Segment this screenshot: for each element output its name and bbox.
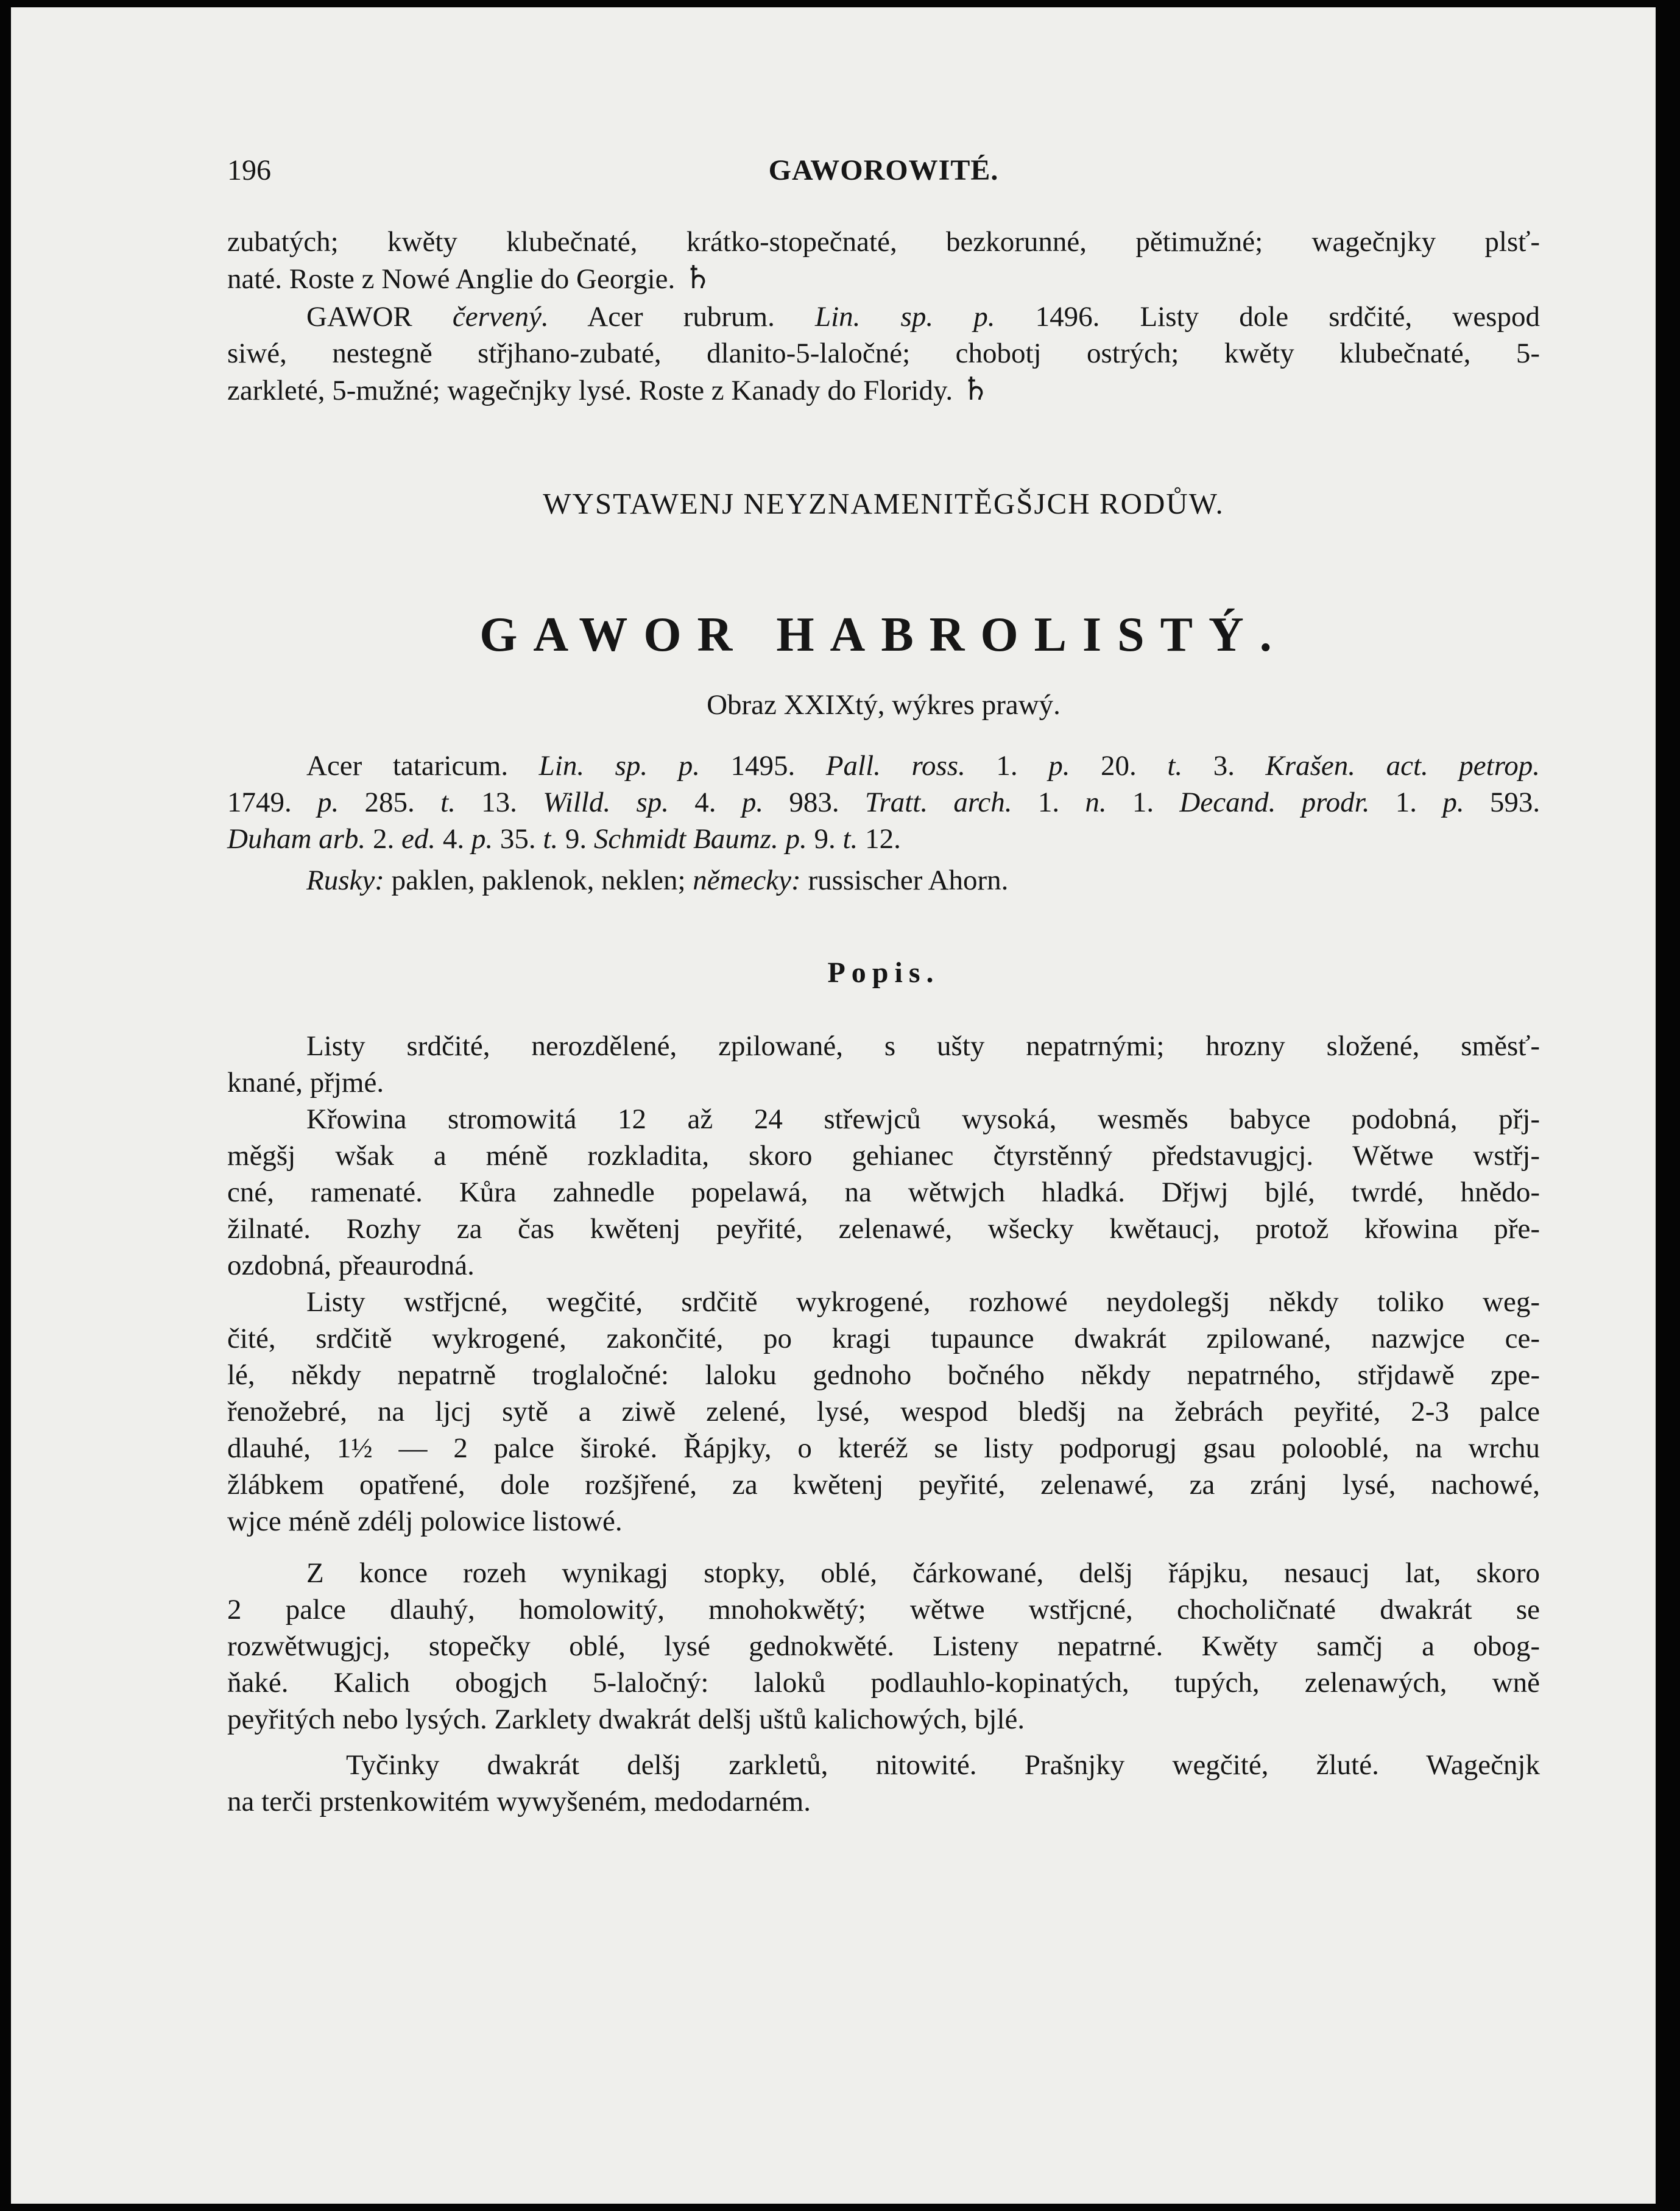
paragraph-1-line-2: knané, přjmé.: [227, 1067, 384, 1098]
paragraph-2-line-2: měgšj wšak a méně rozkladita, skoro gehianec čtyrstěnný představugjcj. Wětwe wstřj-: [227, 1140, 1540, 1172]
rusky-names: paklen, paklenok, neklen;: [391, 865, 686, 896]
ref-line-3: Duham arb. 2. ed. 4. p. 35. t. 9. Schmidt Baumz. p. 9. t. 12.: [227, 823, 901, 855]
paragraph-2-line-3: cné, ramenaté. Kůra zahnedle popelawá, na wětwjch hladká. Dřjwj bjlé, twrdé, hnědo-: [227, 1176, 1540, 1208]
running-head: GAWOROWITÉ.: [768, 154, 999, 186]
paragraph-3-line-4: řenožebré, na ljcj sytě a ziwě zelené, lysé, wespod bledšj na žebrách peyřité, 2-3 palce: [227, 1396, 1540, 1427]
rubrum-line-1: [227, 299, 1540, 335]
rubrum-latin: Acer rubrum.: [587, 301, 775, 333]
paragraph-4-line-1: Z konce rozeh wynikagj stopky, oblé, čárkowané, delšj řápjku, nesaucj lat, skoro: [306, 1557, 1540, 1589]
ref-citation-italic: t.: [842, 823, 858, 855]
paragraph-3-line-7: wjce méně zdélj polowice listowé.: [227, 1505, 623, 1537]
paragraph-3-line-6: žlábkem opatřené, dole rozšjřené, za kwětenj peyřité, zelenawé, za zránj lysé, nachowé,: [227, 1469, 1540, 1501]
intro-line-2-text: naté. Roste z Nowé Anglie do Georgie.: [227, 263, 676, 295]
rubrum-ref-num: 1496.: [1035, 301, 1100, 333]
ref-citation-italic: Willd. sp.: [543, 787, 669, 818]
ref-citation-italic: p.: [741, 787, 764, 818]
paragraph-5-line-1: Tyčinky dwakrát delšj zarkletů, nitowité. Prašnjky wegčité, žluté. Wagečnjk: [346, 1749, 1540, 1781]
rubrum-line-3-text: zarkleté, 5-mužné; wagečnjky lysé. Roste z Kanady do Floridy.: [227, 375, 953, 406]
ref-citation-italic: ed.: [401, 823, 436, 855]
ref-citation-italic: Lin. sp. p.: [538, 750, 700, 782]
paragraph-3-line-2: čité, srdčitě wykrogené, zakončité, po kragi tupaunce dwakrát zpilowané, nazwjce ce-: [227, 1323, 1540, 1354]
book-page: [11, 7, 1656, 2204]
paragraph-3-line-1: Listy wstřjcné, wegčité, srdčitě wykrogené, rozhowé neydolegšj někdy toliko weg-: [306, 1286, 1540, 1318]
vernacular-names: [227, 862, 1540, 899]
ref-citation-italic: p.: [317, 787, 339, 818]
nemecky-names: russischer Ahorn.: [808, 865, 1009, 896]
paragraph-3-line-5: dlauhé, 1½ — 2 palce široké. Řápjky, o kteréž se listy podporugj gsau polooblé, na wrchu: [227, 1432, 1540, 1464]
page-header: [227, 154, 1540, 196]
ref-citation-italic: Tratt. arch.: [864, 787, 1012, 818]
rubrum-line-3: [227, 372, 1540, 408]
paragraph-4-line-3: rozwětwugjcj, stopečky oblé, lysé gednokwěté. Listeny nepatrné. Kwěty samčj a obog-: [227, 1630, 1540, 1662]
ref-citation-italic: t.: [543, 823, 559, 855]
ref-citation-italic: p.: [1442, 787, 1464, 818]
paragraph-4-line-4: ňaké. Kalich obogjch 5-laločný: laloků podlauhlo-kopinatých, tupých, zelenawých, wně: [227, 1667, 1540, 1699]
rubrum-line-2: siwé, nestegně střjhano-zubaté, dlanito-5-laločné; chobotj ostrých; kwěty klubečnaté, 5-: [227, 338, 1540, 369]
species-title: GAWOR HABROLISTÝ.: [479, 608, 1288, 662]
paragraph-2-line-5: ozdobná, přeaurodná.: [227, 1250, 475, 1281]
paragraph-2-line-4: žilnaté. Rozhy za čas kwětenj peyřité, zelenawé, wšecky kwětaucj, protož křowina pře-: [227, 1213, 1540, 1245]
intro-line-1: zubatých; kwěty klubečnaté, krátko-stopečnaté, bezkorunné, pětimužné; wagečnjky plsť-: [227, 226, 1540, 258]
paragraph-1-line-1: Listy srdčité, nerozdělené, zpilowané, s ušty nepatrnými; hrozny složené, směsť-: [306, 1030, 1540, 1062]
ref-citation-italic: t.: [1167, 750, 1183, 782]
rusky-label: Rusky:: [306, 865, 384, 896]
ref-line-2: 1749. p. 285. t. 13. Willd. sp. 4. p. 983. Tratt. arch. 1. n. 1. Decand. prodr. 1. p. 593.: [227, 787, 1541, 818]
ref-citation-italic: p.: [471, 823, 493, 855]
ref-citation-italic: p.: [1048, 750, 1070, 782]
paragraph-4-line-2: 2 palce dlauhý, homolowitý, mnohokwětý; wětwe wstřjcné, chocholičnaté dwakrát se: [227, 1594, 1540, 1626]
paragraph-2-line-1: Křowina stromowitá 12 až 24 střewjců wysoká, wesměs babyce podobná, přj-: [306, 1103, 1540, 1135]
ref-citation-italic: Decand. prodr.: [1179, 787, 1370, 818]
figure-reference: Obraz XXIXtý, wýkres prawý.: [707, 689, 1061, 721]
paragraph-4-line-5: peyřitých nebo lysých. Zarklety dwakrát delšj uštů kalichowých, bjlé.: [227, 1703, 1025, 1735]
popis-heading: Popis.: [827, 957, 940, 989]
page-number: 196: [227, 154, 271, 186]
ref-citation-italic: Schmidt Baumz. p.: [593, 823, 807, 855]
ref-line-1: Acer tataricum. Lin. sp. p. 1495. Pall. ross. 1. p. 20. t. 3. Krašen. act. petrop.: [306, 750, 1541, 782]
saturn-shrub-symbol: ♄: [683, 261, 712, 295]
section-heading: WYSTAWENJ NEYZNAMENITĚGŠJCH RODŮW.: [543, 487, 1224, 520]
nemecky-label: německy:: [693, 865, 801, 896]
ref-citation-italic: Krašen. act. petrop.: [1265, 750, 1541, 782]
rubrum-epithet: červený.: [452, 301, 549, 333]
paragraph-3-line-3: lé, někdy nepatrně troglaločné: laloku gednoho bočného někdy nepatrného, střjdawě zpe-: [227, 1359, 1540, 1391]
paragraph-5-line-2: na terči prstenkowitém wywyšeném, medodarném.: [227, 1786, 811, 1817]
ref-citation-italic: Pall. ross.: [825, 750, 965, 782]
ref-citation-italic: Duham arb.: [227, 823, 366, 855]
intro-line-2: [227, 260, 1540, 297]
rubrum-line-1-rest: Listy dole srdčité, wespod: [1140, 301, 1540, 333]
ref-citation-italic: n.: [1085, 787, 1107, 818]
rubrum-ref-italic: Lin. sp. p.: [814, 301, 995, 333]
rubrum-name: GAWOR: [306, 301, 412, 333]
ref-citation-italic: t.: [440, 787, 456, 818]
saturn-shrub-symbol: ♄: [961, 372, 990, 407]
